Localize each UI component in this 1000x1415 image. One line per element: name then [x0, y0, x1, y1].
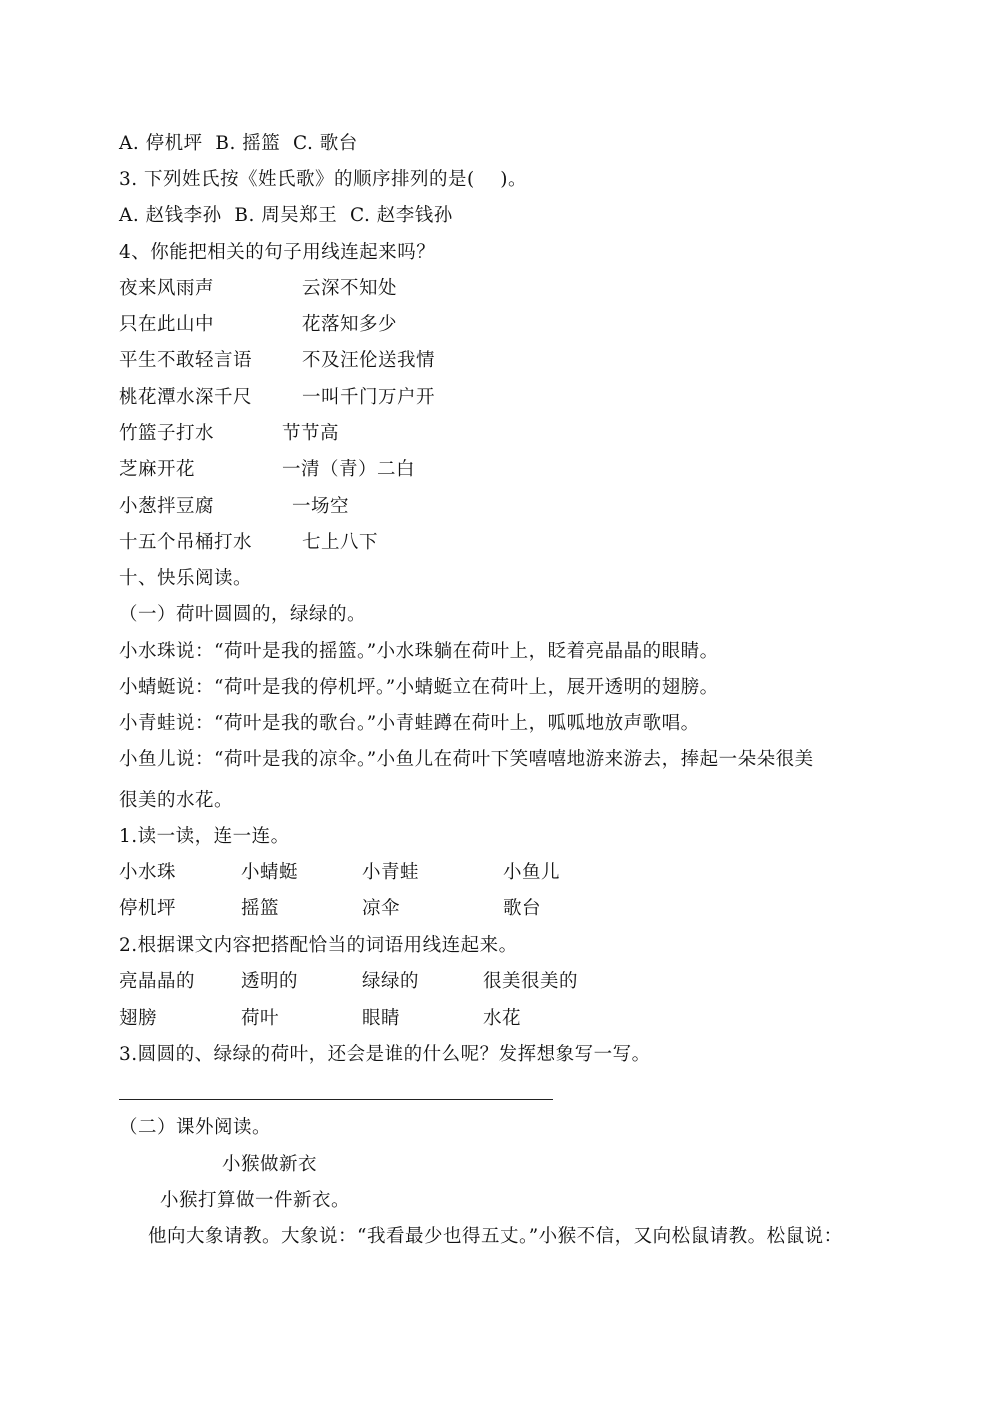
task2-word: 绿绿的 — [362, 971, 420, 992]
task2-word: 很美很美的 — [483, 971, 579, 992]
task2-word: 水花 — [483, 1008, 522, 1029]
q4-left: 十五个吊桶打水 — [119, 532, 253, 553]
story-title: 小猴做新衣 — [222, 1154, 318, 1175]
q4-right: 七上八下 — [302, 532, 379, 553]
q4-left: 竹篮子打水 — [119, 423, 215, 444]
passage1-title: （一）荷叶圆圆的，绿绿的。 — [119, 604, 367, 625]
q4-right: 节节高 — [282, 423, 340, 444]
q4-right: 一场空 — [292, 496, 350, 517]
task2-word: 翅膀 — [119, 1008, 158, 1029]
q4-right: 花落知多少 — [302, 314, 398, 335]
task3-title: 3.圆圆的、绿绿的荷叶，还会是谁的什么呢？发挥想象写一写。 — [119, 1044, 651, 1065]
passage2-title: （二）课外阅读。 — [119, 1117, 272, 1138]
q4-right: 不及汪伦送我情 — [302, 350, 436, 371]
task1-word: 小水珠 — [119, 862, 177, 883]
passage1-paragraph: 很美的水花。 — [119, 790, 234, 811]
q4-title: 4、你能把相关的句子用线连起来吗？ — [119, 242, 436, 263]
answer-line[interactable] — [119, 1099, 553, 1100]
q3-question: 3. 下列姓氏按《姓氏歌》的顺序排列的是( )。 — [119, 169, 527, 190]
passage1-paragraph: 小鱼儿说：“荷叶是我的凉伞。”小鱼儿在荷叶下笑嘻嘻地游来游去，捧起一朵朵很美 — [119, 749, 814, 770]
section-title: 十、快乐阅读。 — [119, 568, 253, 589]
q4-right: 云深不知处 — [302, 278, 398, 299]
task1-word: 停机坪 — [119, 898, 177, 919]
q3-options: A. 赵钱李孙 B. 周吴郑王 C. 赵李钱孙 — [119, 205, 453, 226]
q4-left: 夜来风雨声 — [119, 278, 215, 299]
task1-word: 小鱼儿 — [503, 862, 561, 883]
passage1-paragraph: 小水珠说：“荷叶是我的摇篮。”小水珠躺在荷叶上，眨着亮晶晶的眼睛。 — [119, 641, 719, 662]
passage1-paragraph: 小青蛙说：“荷叶是我的歌台。”小青蛙蹲在荷叶上，呱呱地放声歌唱。 — [119, 713, 700, 734]
task2-word: 荷叶 — [241, 1008, 280, 1029]
q4-right: 一叫千门万户开 — [302, 387, 436, 408]
task2-word: 亮晶晶的 — [119, 971, 196, 992]
q2-options: A. 停机坪 B. 摇篮 C. 歌台 — [119, 133, 358, 154]
q4-left: 平生不敢轻言语 — [119, 350, 253, 371]
q4-left: 小葱拌豆腐 — [119, 496, 215, 517]
q4-left: 只在此山中 — [119, 314, 215, 335]
story-paragraph: 小猴打算做一件新衣。 — [160, 1190, 351, 1211]
task1-word: 凉伞 — [362, 898, 401, 919]
passage1-paragraph: 小蜻蜓说：“荷叶是我的停机坪。”小蜻蜓立在荷叶上，展开透明的翅膀。 — [119, 677, 719, 698]
task1-title: 1.读一读，连一连。 — [119, 826, 290, 847]
task1-word: 小青蛙 — [362, 862, 420, 883]
task2-title: 2.根据课文内容把搭配恰当的词语用线连起来。 — [119, 935, 518, 956]
task1-word: 摇篮 — [241, 898, 280, 919]
story-paragraph: 他向大象请教。大象说：“我看最少也得五丈。”小猴不信，又向松鼠请教。松鼠说： — [148, 1226, 843, 1247]
q4-right: 一清（青）二白 — [282, 459, 416, 480]
q4-left: 芝麻开花 — [119, 459, 196, 480]
task2-word: 透明的 — [241, 971, 299, 992]
task2-word: 眼睛 — [362, 1008, 401, 1029]
task1-word: 歌台 — [503, 898, 542, 919]
q4-left: 桃花潭水深千尺 — [119, 387, 253, 408]
task1-word: 小蜻蜓 — [241, 862, 299, 883]
